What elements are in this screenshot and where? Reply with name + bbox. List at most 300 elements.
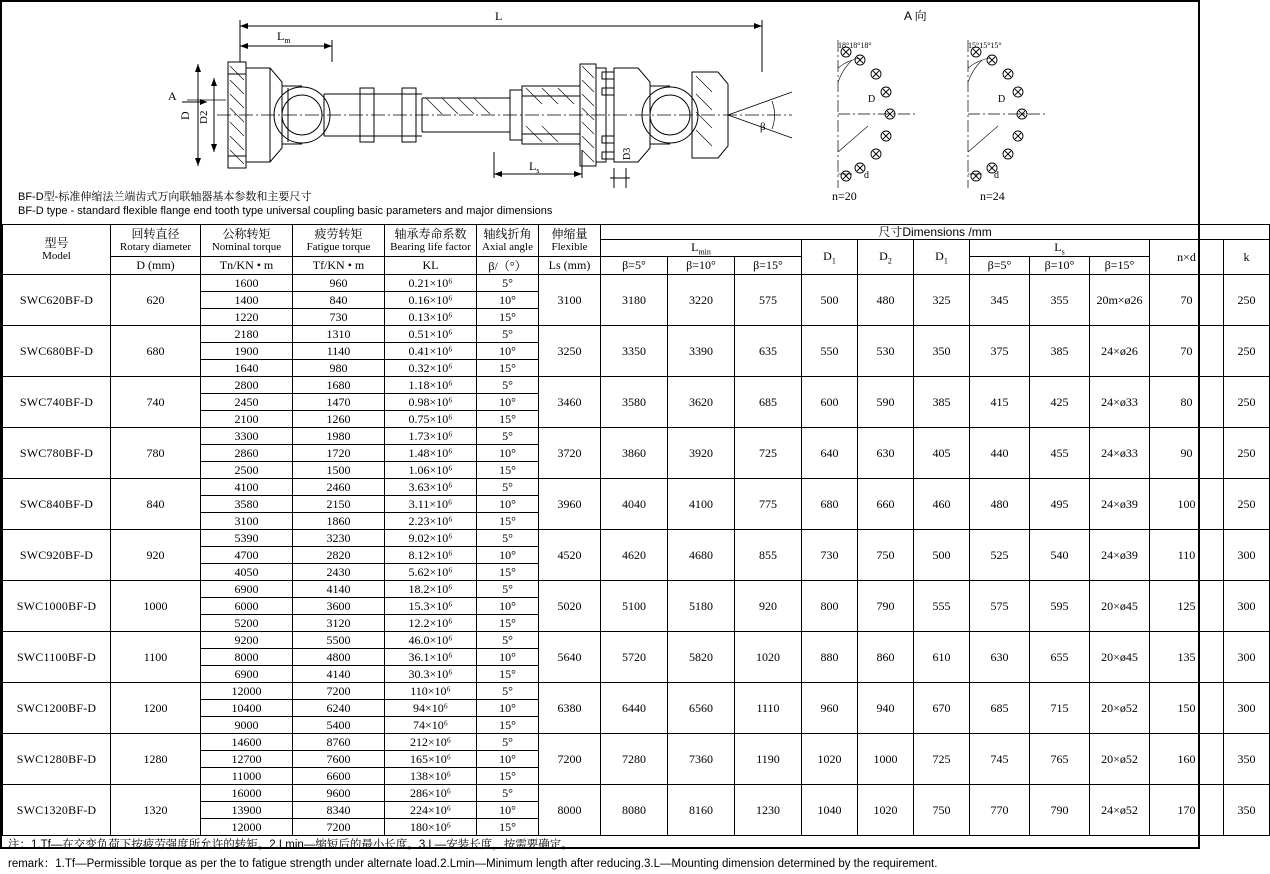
dim-D3-label: D3 [622,147,633,160]
cell-fatigue-torque: 1310 [293,326,385,343]
cell-axial-angle: 10° [477,343,539,360]
cell-fatigue-torque: 980 [293,360,385,377]
bolt-d-right: d [994,170,999,181]
cell-lmin-beta5: 5640 [539,632,601,683]
note-english: remark：1.Tf—Permissible torque as per the to fatigue strength under alternate load.2.Lmin—Minimum length after reducing.3.L—Mounting dimension determined by the requirement. [8,858,938,871]
cell-lmin-beta15: 5180 [668,581,735,632]
cell-bearing-life-factor: 3.63×10⁶ [385,479,477,496]
cell-d3: 790 [858,581,914,632]
cell-ls-beta15: 715 [1030,683,1090,734]
cell-d1: 1110 [735,683,802,734]
cell-axial-angle: 15° [477,768,539,785]
header-unit-D: D (mm) [111,257,201,275]
dim-Ls-label: $L_s$ [529,159,540,175]
cell-lmin-beta10: 3350 [601,326,668,377]
cell-d1: 855 [735,530,802,581]
header-ls: $L_s$ [970,240,1150,257]
cell-axial-angle: 15° [477,513,539,530]
cell-nominal-torque: 2500 [201,462,293,479]
table-row [3,275,1270,292]
cell-nominal-torque: 6900 [201,581,293,598]
cell-d3: 860 [858,632,914,683]
cell-lmin-beta15: 3390 [668,326,735,377]
cell-bearing-life-factor: 1.48×10⁶ [385,445,477,462]
table-row [3,581,1270,598]
cell-axial-angle: 15° [477,717,539,734]
cell-k: 110 [1150,530,1224,581]
cell-fatigue-torque: 5500 [293,632,385,649]
cell-bearing-life-factor: 36.1×10⁶ [385,649,477,666]
cell-bearing-life-factor: 94×10⁶ [385,700,477,717]
header-D1: $D_1$ [802,240,858,275]
cell-fatigue-torque: 3600 [293,598,385,615]
header-row-3 [3,257,1270,275]
cell-ls-beta5: 500 [914,530,970,581]
bolt-D1-left: D [868,94,876,105]
cell-nominal-torque: 2860 [201,445,293,462]
cell-bearing-life-factor: 0.98×10⁶ [385,394,477,411]
header-D3: $D_1$ [914,240,970,275]
cell-nd: 24×ø52 [1090,785,1150,836]
cell-ls-beta10: 685 [970,683,1030,734]
cell-nd: 24×ø33 [1090,428,1150,479]
cell-nominal-torque: 12000 [201,819,293,836]
cell-nominal-torque: 1220 [201,309,293,326]
header-ls-beta10: β=10° [1030,257,1090,275]
cell-k: 125 [1150,581,1224,632]
cell-rotary-diameter: 920 [111,530,201,581]
header-unit-tn: Tn/KN • m [201,257,293,275]
cell-lmin-beta10: 4620 [601,530,668,581]
cell-lmin-beta15: 8160 [668,785,735,836]
cell-nd: 24×ø39 [1090,530,1150,581]
cell-nominal-torque: 2800 [201,377,293,394]
cell-nominal-torque: 14600 [201,734,293,751]
cell-nominal-torque: 9000 [201,717,293,734]
cell-ls-beta10: 745 [970,734,1030,785]
cell-axial-angle: 5° [477,785,539,802]
cell-nominal-torque: 4050 [201,564,293,581]
cell-rotary-diameter: 1200 [111,683,201,734]
cell-fatigue-torque: 1470 [293,394,385,411]
cell-rotary-diameter: 840 [111,479,201,530]
cell-model: SWC1320BF-D [3,785,111,836]
cell-fatigue-torque: 2460 [293,479,385,496]
cell-bearing-life-factor: 212×10⁶ [385,734,477,751]
cell-fatigue-torque: 2150 [293,496,385,513]
cell-axial-angle: 15° [477,360,539,377]
cell-lmin-beta5: 3100 [539,275,601,326]
cell-bearing-life-factor: 8.12×10⁶ [385,547,477,564]
cell-lmin-beta10: 4040 [601,479,668,530]
header-rotary-diameter: 回转直径 Rotary diameter [111,225,201,257]
cell-axial-angle: 5° [477,479,539,496]
cell-ls-beta10: 770 [970,785,1030,836]
cell-axial-angle: 15° [477,309,539,326]
cell-lmin-beta15: 3920 [668,428,735,479]
cell-nominal-torque: 12000 [201,683,293,700]
header-ls-beta15: β=15° [1090,257,1150,275]
cell-lmin-beta5: 3960 [539,479,601,530]
cell-fatigue-torque: 1720 [293,445,385,462]
cell-lmin-beta10: 5720 [601,632,668,683]
cell-fatigue-torque: 6600 [293,768,385,785]
cell-d1: 685 [735,377,802,428]
cell-ls-beta10: 440 [970,428,1030,479]
cell-model: SWC1280BF-D [3,734,111,785]
caption-chinese: BF-D型-标准伸缩法兰端齿式万向联轴器基本参数和主要尺寸 [18,191,312,203]
table-row [3,734,1270,751]
cell-axial-angle: 10° [477,649,539,666]
cell-ls-beta5: 555 [914,581,970,632]
cell-nd: 24×ø26 [1090,326,1150,377]
cell-ls-beta15: 595 [1030,581,1090,632]
header-axial-angle: 轴线折角 Axial angle [477,225,539,257]
cell-lmin-beta10: 3580 [601,377,668,428]
cell-nominal-torque: 12700 [201,751,293,768]
cell-fatigue-torque: 840 [293,292,385,309]
cell-d2: 1040 [802,785,858,836]
cell-ls-beta5: 350 [914,326,970,377]
header-unit-ls: Ls (mm) [539,257,601,275]
cell-fatigue-torque: 960 [293,275,385,292]
cell-lmin-beta5: 5020 [539,581,601,632]
cell-d2: 500 [802,275,858,326]
cell-bearing-life-factor: 1.18×10⁶ [385,377,477,394]
cell-d2: 960 [802,683,858,734]
cell-fatigue-torque: 3120 [293,615,385,632]
cell-nominal-torque: 13900 [201,802,293,819]
bolt-count-20: n=20 [832,189,857,203]
cell-lmin-beta10: 5100 [601,581,668,632]
cell-rotary-diameter: 680 [111,326,201,377]
cell-fatigue-torque: 1140 [293,343,385,360]
bolt-D1-right: D [998,94,1006,105]
cell-nominal-torque: 2100 [201,411,293,428]
header-fatigue-torque: 疲劳转矩 Fatigue torque [293,225,385,257]
cell-axial-angle: 15° [477,666,539,683]
table-row [3,785,1270,802]
cell-ls-beta15: 655 [1030,632,1090,683]
cell-k: 80 [1150,377,1224,428]
cell-fatigue-torque: 1860 [293,513,385,530]
cell-d1: 775 [735,479,802,530]
table-header [3,225,1270,275]
cell-d3: 480 [858,275,914,326]
cell-axial-angle: 5° [477,581,539,598]
technical-drawing [2,2,1198,224]
cell-bearing-life-factor: 1.06×10⁶ [385,462,477,479]
cell-model: SWC1000BF-D [3,581,111,632]
cell-d1: 1190 [735,734,802,785]
cell-fatigue-torque: 1980 [293,428,385,445]
cell-nominal-torque: 16000 [201,785,293,802]
cell-model: SWC620BF-D [3,275,111,326]
cell-fatigue-torque: 8760 [293,734,385,751]
cell-bearing-life-factor: 180×10⁶ [385,819,477,836]
caption-english: BF-D type - standard flexible flange end tooth type universal coupling basic parameters and major dimensions [18,205,553,217]
header-row-1 [3,225,1270,240]
cell-rotary-diameter: 780 [111,428,201,479]
cell-ls-beta15: 540 [1030,530,1090,581]
header-lmin-beta5: β=5° [601,257,668,275]
table-row [3,479,1270,496]
cell-flexible: 300 [1224,683,1270,734]
cell-fatigue-torque: 1260 [293,411,385,428]
header-ls-beta5: β=5° [970,257,1030,275]
cell-ls-beta10: 525 [970,530,1030,581]
cell-nominal-torque: 3300 [201,428,293,445]
cell-k: 70 [1150,326,1224,377]
cell-rotary-diameter: 1000 [111,581,201,632]
cell-bearing-life-factor: 9.02×10⁶ [385,530,477,547]
cell-axial-angle: 5° [477,683,539,700]
cell-fatigue-torque: 8340 [293,802,385,819]
cell-nd: 20×ø45 [1090,581,1150,632]
header-bearing-life: 轴承寿命系数 Bearing life factor [385,225,477,257]
cell-d2: 1020 [802,734,858,785]
cell-bearing-life-factor: 1.73×10⁶ [385,428,477,445]
header-nd: n×d [1150,240,1224,275]
cell-lmin-beta10: 3180 [601,275,668,326]
cell-d2: 880 [802,632,858,683]
cell-flexible: 250 [1224,479,1270,530]
cell-ls-beta15: 790 [1030,785,1090,836]
dim-D2-label: D2 [198,110,210,124]
cell-ls-beta10: 345 [970,275,1030,326]
cell-bearing-life-factor: 286×10⁶ [385,785,477,802]
header-dimensions: 尺寸Dimensions /mm [601,225,1270,240]
cell-fatigue-torque: 4140 [293,666,385,683]
cell-fatigue-torque: 7600 [293,751,385,768]
cell-d1: 635 [735,326,802,377]
cell-flexible: 250 [1224,275,1270,326]
cell-axial-angle: 5° [477,632,539,649]
cell-d2: 550 [802,326,858,377]
cell-rotary-diameter: 1280 [111,734,201,785]
cell-flexible: 300 [1224,632,1270,683]
cell-d2: 730 [802,530,858,581]
table-row [3,428,1270,445]
header-unit-kl: KL [385,257,477,275]
cell-nominal-torque: 2180 [201,326,293,343]
cell-lmin-beta15: 5820 [668,632,735,683]
cell-d1: 1230 [735,785,802,836]
cell-axial-angle: 15° [477,564,539,581]
table-row [3,326,1270,343]
cell-d3: 1000 [858,734,914,785]
cell-flexible: 250 [1224,428,1270,479]
cell-nominal-torque: 9200 [201,632,293,649]
cell-axial-angle: 5° [477,377,539,394]
cell-lmin-beta5: 3720 [539,428,601,479]
cell-bearing-life-factor: 110×10⁶ [385,683,477,700]
cell-axial-angle: 5° [477,734,539,751]
cell-model: SWC680BF-D [3,326,111,377]
cell-rotary-diameter: 1320 [111,785,201,836]
cell-rotary-diameter: 740 [111,377,201,428]
cell-nominal-torque: 3100 [201,513,293,530]
cell-fatigue-torque: 7200 [293,683,385,700]
cell-k: 135 [1150,632,1224,683]
cell-ls-beta15: 495 [1030,479,1090,530]
cell-ls-beta10: 575 [970,581,1030,632]
cell-axial-angle: 10° [477,394,539,411]
cell-k: 100 [1150,479,1224,530]
header-unit-beta: β/（°） [477,257,539,275]
cell-lmin-beta10: 3860 [601,428,668,479]
dim-L-label: L [495,9,503,23]
cell-axial-angle: 5° [477,428,539,445]
cell-nominal-torque: 6000 [201,598,293,615]
cell-axial-angle: 10° [477,496,539,513]
table-row [3,530,1270,547]
cell-fatigue-torque: 730 [293,309,385,326]
cell-axial-angle: 5° [477,275,539,292]
dim-D-label: D [178,111,192,120]
cell-model: SWC920BF-D [3,530,111,581]
cell-k: 160 [1150,734,1224,785]
cell-fatigue-torque: 5400 [293,717,385,734]
cell-bearing-life-factor: 165×10⁶ [385,751,477,768]
cell-d3: 630 [858,428,914,479]
header-lmin-beta15: β=15° [735,257,802,275]
cell-lmin-beta5: 8000 [539,785,601,836]
cell-bearing-life-factor: 0.13×10⁶ [385,309,477,326]
cell-d1: 1020 [735,632,802,683]
cell-nominal-torque: 1640 [201,360,293,377]
cell-ls-beta5: 750 [914,785,970,836]
cell-axial-angle: 10° [477,802,539,819]
cell-d2: 640 [802,428,858,479]
cell-bearing-life-factor: 12.2×10⁶ [385,615,477,632]
cell-d3: 750 [858,530,914,581]
cell-lmin-beta5: 4520 [539,530,601,581]
cell-flexible: 300 [1224,530,1270,581]
cell-flexible: 250 [1224,326,1270,377]
bolt-count-24: n=24 [980,189,1005,203]
cell-ls-beta15: 385 [1030,326,1090,377]
cell-model: SWC840BF-D [3,479,111,530]
cell-nominal-torque: 1600 [201,275,293,292]
header-unit-tf: Tf/KN • m [293,257,385,275]
cell-bearing-life-factor: 2.23×10⁶ [385,513,477,530]
cell-fatigue-torque: 7200 [293,819,385,836]
cell-bearing-life-factor: 74×10⁶ [385,717,477,734]
cell-axial-angle: 5° [477,530,539,547]
cell-bearing-life-factor: 0.41×10⁶ [385,343,477,360]
angle-beta-label: β [760,121,766,133]
cell-ls-beta5: 385 [914,377,970,428]
cell-d3: 1020 [858,785,914,836]
cell-fatigue-torque: 3230 [293,530,385,547]
cell-lmin-beta5: 3460 [539,377,601,428]
note-chinese: 注：1.Tf—在交变负荷下按疲劳强度所允许的转矩。2.Lmin—缩短后的最小长度。3.L—安装长度，按需要确定。 [8,839,573,852]
cell-ls-beta5: 325 [914,275,970,326]
header-lmin-beta10: β=10° [668,257,735,275]
dim-Lm-label: $L_m$ [277,29,291,45]
cell-ls-beta10: 415 [970,377,1030,428]
cell-nd: 20m×ø26 [1090,275,1150,326]
cell-fatigue-torque: 1500 [293,462,385,479]
cell-fatigue-torque: 2820 [293,547,385,564]
bolt-d-left: d [864,170,869,181]
view-a-label: A 向 [904,9,927,23]
cell-bearing-life-factor: 15.3×10⁶ [385,598,477,615]
cell-bearing-life-factor: 30.3×10⁶ [385,666,477,683]
cell-fatigue-torque: 6240 [293,700,385,717]
cell-bearing-life-factor: 3.11×10⁶ [385,496,477,513]
specifications-table [2,224,1270,836]
table-body [3,275,1270,836]
cell-fatigue-torque: 2430 [293,564,385,581]
cell-nominal-torque: 2450 [201,394,293,411]
cell-rotary-diameter: 1100 [111,632,201,683]
cell-nominal-torque: 10400 [201,700,293,717]
cell-ls-beta5: 405 [914,428,970,479]
cell-nominal-torque: 4700 [201,547,293,564]
cell-lmin-beta5: 6380 [539,683,601,734]
cell-model: SWC780BF-D [3,428,111,479]
table-row [3,377,1270,394]
cell-lmin-beta15: 4100 [668,479,735,530]
cell-lmin-beta5: 3250 [539,326,601,377]
cell-nominal-torque: 4100 [201,479,293,496]
cell-model: SWC1100BF-D [3,632,111,683]
cell-axial-angle: 10° [477,598,539,615]
cell-lmin-beta15: 3620 [668,377,735,428]
cell-d3: 530 [858,326,914,377]
header-model: 型号 Model [3,225,111,275]
cell-lmin-beta15: 4680 [668,530,735,581]
cell-fatigue-torque: 1680 [293,377,385,394]
cell-axial-angle: 10° [477,547,539,564]
cell-ls-beta15: 455 [1030,428,1090,479]
cell-lmin-beta15: 3220 [668,275,735,326]
cell-lmin-beta15: 6560 [668,683,735,734]
cell-nd: 20×ø52 [1090,734,1150,785]
cell-flexible: 350 [1224,785,1270,836]
cell-nominal-torque: 8000 [201,649,293,666]
cell-rotary-diameter: 620 [111,275,201,326]
cell-bearing-life-factor: 0.51×10⁶ [385,326,477,343]
cell-axial-angle: 10° [477,700,539,717]
header-k: k [1224,240,1270,275]
cell-d2: 680 [802,479,858,530]
cell-d3: 590 [858,377,914,428]
cell-model: SWC1200BF-D [3,683,111,734]
cell-ls-beta15: 425 [1030,377,1090,428]
cell-nd: 24×ø33 [1090,377,1150,428]
header-nominal-torque: 公称转矩 Nominal torque [201,225,293,257]
cell-bearing-life-factor: 224×10⁶ [385,802,477,819]
cell-ls-beta5: 670 [914,683,970,734]
cell-bearing-life-factor: 46.0×10⁶ [385,632,477,649]
cell-fatigue-torque: 9600 [293,785,385,802]
cell-nd: 20×ø45 [1090,632,1150,683]
cell-nominal-torque: 5200 [201,615,293,632]
cell-nominal-torque: 1900 [201,343,293,360]
cell-d1: 725 [735,428,802,479]
cell-flexible: 300 [1224,581,1270,632]
table-row [3,632,1270,649]
cell-d1: 575 [735,275,802,326]
cell-nominal-torque: 6900 [201,666,293,683]
cell-fatigue-torque: 4140 [293,581,385,598]
cell-ls-beta5: 610 [914,632,970,683]
cell-bearing-life-factor: 0.21×10⁶ [385,275,477,292]
cell-d3: 660 [858,479,914,530]
